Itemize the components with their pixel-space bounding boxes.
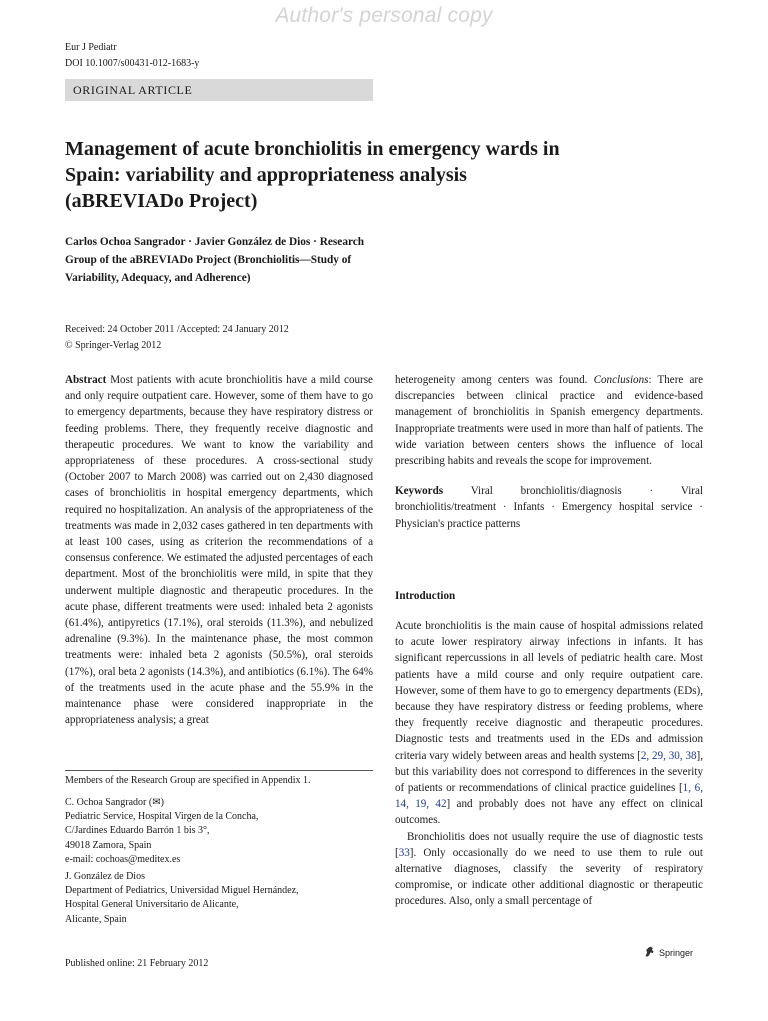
affiliation-1	[65, 796, 373, 867]
intro-text: ] and probably does not have any effect on clinical outcomes.	[395, 798, 703, 827]
citation-link[interactable]: 1, 6, 14, 19, 42	[395, 782, 704, 811]
footnote-divider	[65, 770, 373, 771]
abstract-continuation	[395, 372, 703, 469]
springer-horse-icon	[643, 945, 656, 960]
doi-link[interactable]: DOI 10.1007/s00431-012-1683-y	[65, 58, 200, 69]
intro-text: Bronchiolitis does not usually require the use of diagnostic tests [	[395, 830, 703, 859]
author-1[interactable]: Carlos Ochoa Sangrador	[65, 236, 186, 248]
received-accepted: Received: 24 October 2011 /Accepted: 24 January 2012	[65, 324, 289, 335]
springer-logo	[643, 945, 693, 960]
footnote-members	[65, 774, 373, 788]
intro-text: ]. Only occasionally do we need to use them to rule out alternative diagnoses, classify the severity of respiratory compromise, or indicate other additional diagnostic or therapeutic procedures. Also, only a small percentage of	[395, 846, 703, 908]
author-2[interactable]: Javier González de Dios	[194, 236, 311, 248]
abstract-cont-text: heterogeneity among centers was found.	[395, 374, 588, 386]
abstract-label: Abstract	[65, 374, 107, 386]
article-dates	[65, 322, 289, 354]
section-heading-introduction: Introduction	[395, 589, 456, 602]
publisher-name: Springer	[659, 947, 694, 958]
email-link[interactable]: e-mail: cochoas@meditex.es	[65, 853, 181, 865]
affiliation-2-line: Hospital General Universitario de Alicante,	[65, 899, 239, 911]
citation-link[interactable]: 2, 29, 30, 38	[640, 749, 697, 762]
conclusions-label: Conclusions	[593, 374, 649, 386]
affiliation-2-line: Alicante, Spain	[65, 913, 127, 925]
affiliation-2	[65, 870, 373, 927]
members-note: Members of the Research Group are specified in Appendix 1.	[65, 775, 311, 786]
article-type-banner	[65, 79, 373, 101]
keywords	[395, 483, 703, 532]
article-title: Management of acute bronchiolitis in emergency wards in Spain: variability and appropriateness analysis (aBREVIADo Project)	[65, 138, 560, 212]
affiliation-1-name: C. Ochoa Sangrador (✉)	[65, 797, 164, 808]
journal-info	[65, 40, 199, 72]
abstract-text: Most patients with acute bronchiolitis have a mild course and only require outpatient care. However, some of them have to go to emergency departments, because they have respiratory distress or feeding problems. There, they frequently receive diagnostic and therapeutic procedures. We want to know the variability and appropriateness of these procedures. A cross-sectional study (October 2007 to March 2008) was carried out on 2,430 diagnosed cases of bronchiolitis in hospital emergency departments, which required no hospitalization. An analysis of the appropriateness of the treatments was made in 2,032 cases gathered in ten departments with at least 100 cases, using as criterion the recommendations of a consensus conference. We estimated the adjusted percentages of each department. Most of the bronchiolitis were mild, in spite that they underwent multiple diagnostic and therapeutic procedures. In the acute phase, different treatments were used: inhaled beta 2 agonists (61.4%), antipyretics (17.1%), oral steroids (11.3%), and nebulized adrenaline (9.3%). In the maintenance phase, the most common treatments were: inhaled beta 2 agonists (50.5%), oral steroids (17%), oral beta 2 agonists (14.3%), and antibiotics (6.1%). The 64% of the treatments used in the acute phase and the 55.9% in the maintenance phase were considered inappropriate in the appropriateness analysis; a great	[65, 374, 373, 727]
abstract-column	[65, 372, 373, 728]
author-list: Carlos Ochoa Sangrador · Javier González de Dios · Research Group of the aBREVIADo Project (Bronchiolitis—Study of Variability, Adequacy, and Adherence)	[65, 236, 365, 284]
published-date: Published online: 21 February 2012	[65, 958, 209, 969]
abstract	[65, 372, 373, 728]
affiliation-2-name: J. González de Dios	[65, 871, 145, 882]
watermark: Author's personal copy	[275, 4, 493, 27]
intro-paragraph-2	[395, 829, 703, 910]
intro-paragraph-1	[395, 618, 703, 829]
article-type-label: ORIGINAL ARTICLE	[73, 83, 193, 97]
affiliation-2-line: Department of Pediatrics, Universidad Miguel Hernández,	[65, 885, 299, 897]
citation-link[interactable]: 33	[398, 846, 410, 859]
research-group: Research Group of the aBREVIADo Project (Bronchiolitis—Study of Variability, Adequacy, and Adherence)	[65, 236, 365, 284]
right-column	[395, 372, 703, 910]
affiliation-1-line: C/Jardines Eduardo Barrón 1 bis 3°,	[65, 825, 210, 837]
copyright: © Springer-Verlag 2012	[65, 340, 162, 351]
abstract-cont-text: : There are discrepancies between clinical practice and evidence-based management of bronchiolitis in Spanish emergency departments. Inappropriate treatments were used in more than half of patients. The wide variation between centers shows the influence of local prescribing habits and reveals the scope for improvement.	[395, 374, 703, 468]
keywords-label: Keywords	[395, 485, 444, 498]
keywords-text: Viral bronchiolitis/diagnosis · Viral bronchiolitis/treatment · Infants · Emergency hospital service · Physician's practice patterns	[395, 485, 703, 530]
intro-text: Acute bronchiolitis is the main cause of hospital admissions related to acute lower respiratory airway infections in infants. It has significant repercussions in all levels of pediatric health care. Most patients have a mild course and only require outpatient care. However, some of them have to go to emergency departments (EDs), because they have respiratory distress or feeding problems, where they frequently receive diagnostic and therapeutic procedures. Diagnostic tests and treatments used in the EDs and admission criteria vary widely between areas and health systems [	[395, 620, 703, 762]
affiliation-1-line: 49018 Zamora, Spain	[65, 839, 152, 851]
journal-name: Eur J Pediatr	[65, 42, 117, 53]
intro-text: ], but this variability does not correspond to differences in the severity of patients or recommendations of clinical practice guidelines [	[395, 749, 703, 795]
affiliation-1-line: Pediatric Service, Hospital Virgen de la Concha,	[65, 811, 259, 823]
